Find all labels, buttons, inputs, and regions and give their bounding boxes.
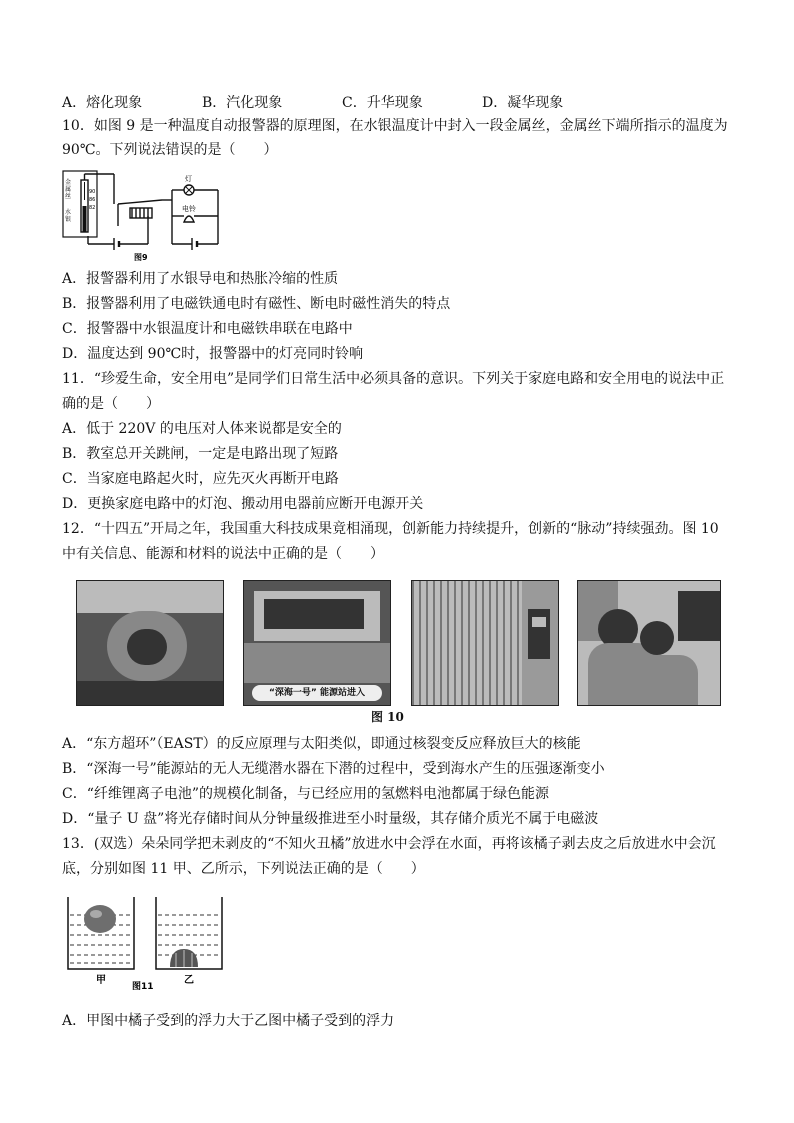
q12-stem-line1: 12．“十四五”开局之年，我国重大科技成果竟相涌现，创新能力持续提升，创新的“脉动”持续强劲。图 10	[62, 521, 719, 537]
q13-option-a: A．甲图中橘子受到的浮力大于乙图中橘子受到的浮力	[62, 1013, 395, 1029]
q10-stem-line1: 10．如图 9 是一种温度自动报警器的原理图，在水银温度计中封入一段金属丝，金属丝下端所指示的温度为	[62, 118, 728, 134]
fig9-label-bell: 电铃	[182, 205, 196, 213]
figure-11-orange-beakers	[62, 893, 244, 993]
fig9-tick-90: 90	[89, 189, 96, 195]
fig11-label-jia: 甲	[96, 975, 106, 986]
q11-option-c: C．当家庭电路起火时，应先灭火再断开电路	[62, 471, 339, 487]
q12-option-c: C．“纤维锂离子电池”的规模化制备，与已经应用的氢燃料电池都属于绿色能源	[62, 786, 550, 802]
q12-stem-line2: 中有关信息、能源和材料的说法中正确的是（ ）	[62, 546, 384, 562]
fig9-label-lamp: 灯	[185, 175, 192, 183]
q11-option-a: A．低于 220V 的电压对人体来说都是安全的	[62, 421, 342, 437]
q13-stem-line1: 13．(双选）朵朵同学把未剥皮的“不知火丑橘”放进水中会浮在水面，再将该橘子剥去皮之后放进水中会沉	[62, 836, 716, 852]
q9-option-a: A．熔化现象	[62, 95, 143, 111]
q10-option-a: A．报警器利用了水银导电和热胀冷缩的性质	[62, 271, 339, 287]
q11-option-d: D．更换家庭电路中的灯泡、搬动用电器前应断开电源开关	[62, 496, 424, 512]
fig9-label-mercury-1: 水	[65, 209, 72, 216]
q11-stem-line2: 确的是（ ）	[62, 396, 160, 412]
fig10-caption: 图 10	[371, 710, 404, 724]
q10-option-b: B．报警器利用了电磁铁通电时有磁性、断电时磁性消失的特点	[62, 296, 451, 312]
q10-option-d: D．温度达到 90℃时，报警器中的灯亮同时铃响	[62, 346, 364, 362]
fig9-tick-82: 82	[89, 205, 96, 211]
fig9-label-metal-1: 金	[65, 179, 72, 186]
q9-option-b: B．汽化现象	[202, 95, 283, 111]
q9-option-d: D．凝华现象	[482, 95, 564, 111]
q10-stem-line2: 90℃。下列说法错误的是（ ）	[62, 142, 278, 158]
figure-9-alarm-circuit	[62, 170, 232, 262]
fig9-label-mercury-2: 银	[65, 216, 72, 223]
figure-10-photo-east	[76, 580, 224, 706]
q12-option-d: D．“量子 U 盘”将光存储时间从分钟量级推进至小时量级，其存储介质光不属于电磁波	[62, 811, 599, 827]
q10-option-c: C．报警器中水银温度计和电磁铁串联在电路中	[62, 321, 353, 337]
figure-10-photo-fiber-battery	[411, 580, 559, 706]
fig9-caption: 图9	[134, 253, 148, 262]
q9-option-c: C．升华现象	[342, 95, 423, 111]
fig9-label-metal-3: 丝	[65, 193, 72, 200]
q11-option-b: B．教室总开关跳闸，一定是电路出现了短路	[62, 446, 339, 462]
figure-10-photo-quantum-usb	[577, 580, 721, 706]
fig11-label-yi: 乙	[184, 975, 194, 986]
figure-10-photo-deep-sea	[243, 580, 391, 706]
fig11-caption: 图11	[132, 982, 154, 992]
q13-stem-line2: 底，分别如图 11 甲、乙所示，下列说法正确的是（ ）	[62, 861, 425, 877]
q12-option-b: B．“深海一号”能源站的无人无缆潜水器在下潜的过程中，受到海水产生的压强逐渐变小	[62, 761, 605, 777]
q12-option-a: A．“东方超环”（EAST）的反应原理与太阳类似，即通过核裂变反应释放巨大的核能	[62, 736, 581, 752]
fig10-banner: “深海一号” 能源站进入	[252, 685, 382, 701]
q11-stem-line1: 11．“珍爱生命，安全用电”是同学们日常生活中必须具备的意识。下列关于家庭电路和安全用电的说法中正	[62, 371, 725, 387]
fig9-tick-86: 86	[89, 197, 96, 203]
fig9-label-metal-2: 属	[65, 186, 72, 193]
